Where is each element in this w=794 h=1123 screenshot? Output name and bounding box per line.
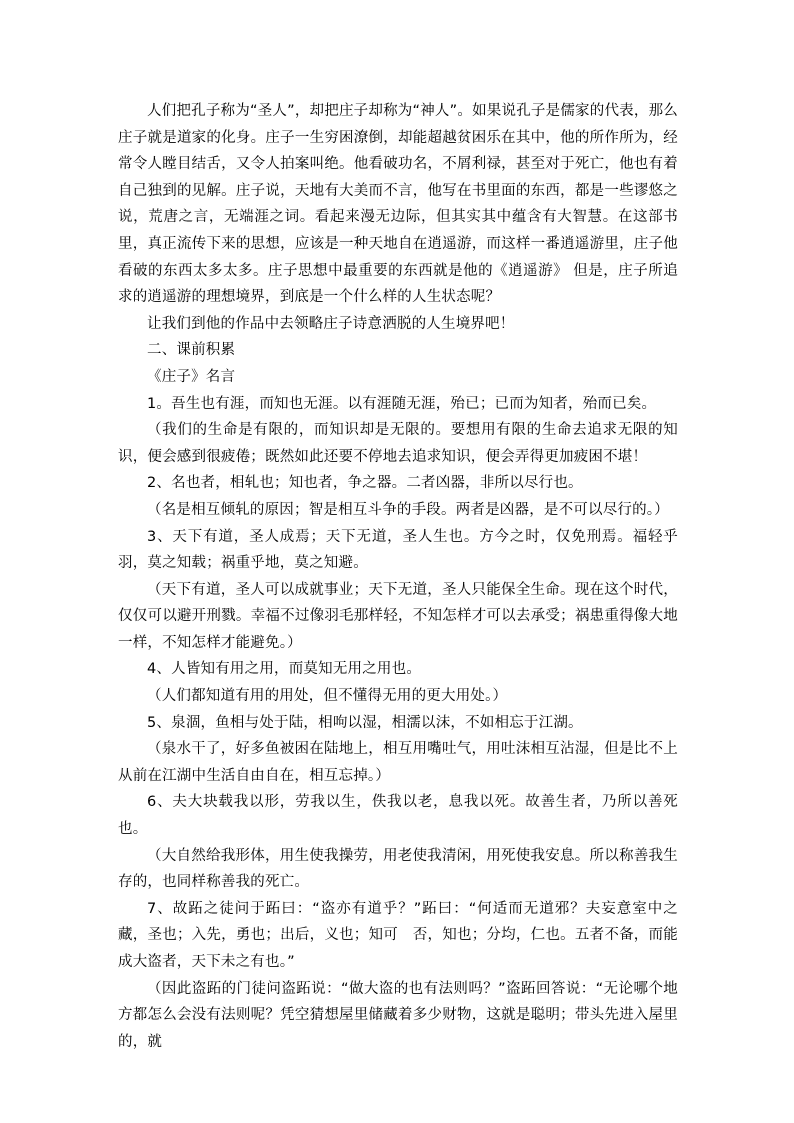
quote-6: 6、夫大块载我以形，劳我以生，佚我以老，息我以死。故善生者，乃所以善死也。 <box>118 794 678 838</box>
document-body <box>118 98 678 1055</box>
invitation-paragraph: 让我们到他的作品中去领略庄子诗意洒脱的人生境界吧！ <box>147 315 515 332</box>
quote-4-translation: （人们都知道有用的用处，但不懂得无用的更大用处。） <box>147 688 508 705</box>
quote-5-translation: （泉水干了，好多鱼被困在陆地上，相互用嘴吐气，用吐沫相互沾湿，但是比不上从前在江湖中生活自由自在，相互忘掉。） <box>118 741 678 784</box>
quote-5: 5、泉涸，鱼相与处于陆，相呴以湿，相濡以沫，不如相忘于江湖。 <box>147 714 583 731</box>
quote-2-translation: （名是相互倾轧的原因；智是相互斗争的手段。两者是凶器，是不可以尽行的。） <box>147 501 669 518</box>
quote-2: 2、名也者，相轧也；知也者，争之器。二者凶器，非所以尽行也。 <box>147 475 583 492</box>
section-heading: 二、课前积累 <box>147 342 236 359</box>
quote-7-translation: （因此盗跖的门徒问盗跖说：“做大盗的也有法则吗？”盗跖回答说：“无论哪个地方都怎么会没有法则呢？凭空猜想屋里储藏着多少财物，这就是聪明；带头先进入屋里的，就 <box>118 980 678 1050</box>
intro-paragraph: 人们把孔子称为“圣人”，却把庄子却称为“神人”。如果说孔子是儒家的代表，那么庄子就是道家的化身。庄子一生穷困潦倒，却能超越贫困乐在其中，他的所作所为，经常令人瞠目结舌，又令人拍案叫绝。他看破功名，不屑利禄，甚至对于死亡，他也有着自己独到的见解。庄子说，天地有大美而不言，他写在书里面的东西，都是一些谬悠之说，荒唐之言，无端涯之词。看起来漫无边际，但其实其中蕴含有大智慧。在这部书里，真正流传下来的思想，应该是一种天地自在逍遥游，而这样一番逍遥游里，庄子他看破的东西太多太多。庄子思想中最重要的东西就是他的《逍遥游》 但是，庄子所追求的逍遥游的理想境界，到底是一个什么样的人生状态呢？ <box>118 103 678 306</box>
quote-4: 4、人皆知有用之用，而莫知无用之用也。 <box>147 661 422 678</box>
quote-1: 1。吾生也有涯，而知也无涯。以有涯随无涯，殆已；已而为知者，殆而已矣。 <box>147 395 657 412</box>
subsection-heading: 《庄子》名言 <box>147 368 236 385</box>
quote-3: 3、天下有道，圣人成焉；天下无道，圣人生也。方今之时，仅免刑焉。福轻乎羽，莫之知载；祸重乎地，莫之知避。 <box>118 528 678 572</box>
quote-3-translation: （天下有道，圣人可以成就事业；天下无道，圣人只能保全生命。现在这个时代，仅仅可以避开刑戮。幸福不过像羽毛那样轻，不知怎样才可以去承受；祸患重得像大地一样，不知怎样才能避免。） <box>118 581 678 651</box>
quote-1-translation: （我们的生命是有限的，而知识却是无限的。要想用有限的生命去追求无限的知识，便会感到很疲倦；既然如此还要不停地去追求知识，便会弄得更加疲困不堪！ <box>118 422 678 465</box>
quote-6-translation: （大自然给我形体，用生使我操劳，用老使我清闲，用死使我安息。所以称善我生存的，也同样称善我的死亡。 <box>118 847 678 891</box>
quote-7: 7、故跖之徒问于跖曰：“盗亦有道乎？”跖曰：“何适而无道邪？夫妄意室中之藏，圣也；入先，勇也；出后，义也；知可 否，知也；分均，仁也。五者不备，而能成大盗者，天下未之有也。” <box>118 900 678 970</box>
